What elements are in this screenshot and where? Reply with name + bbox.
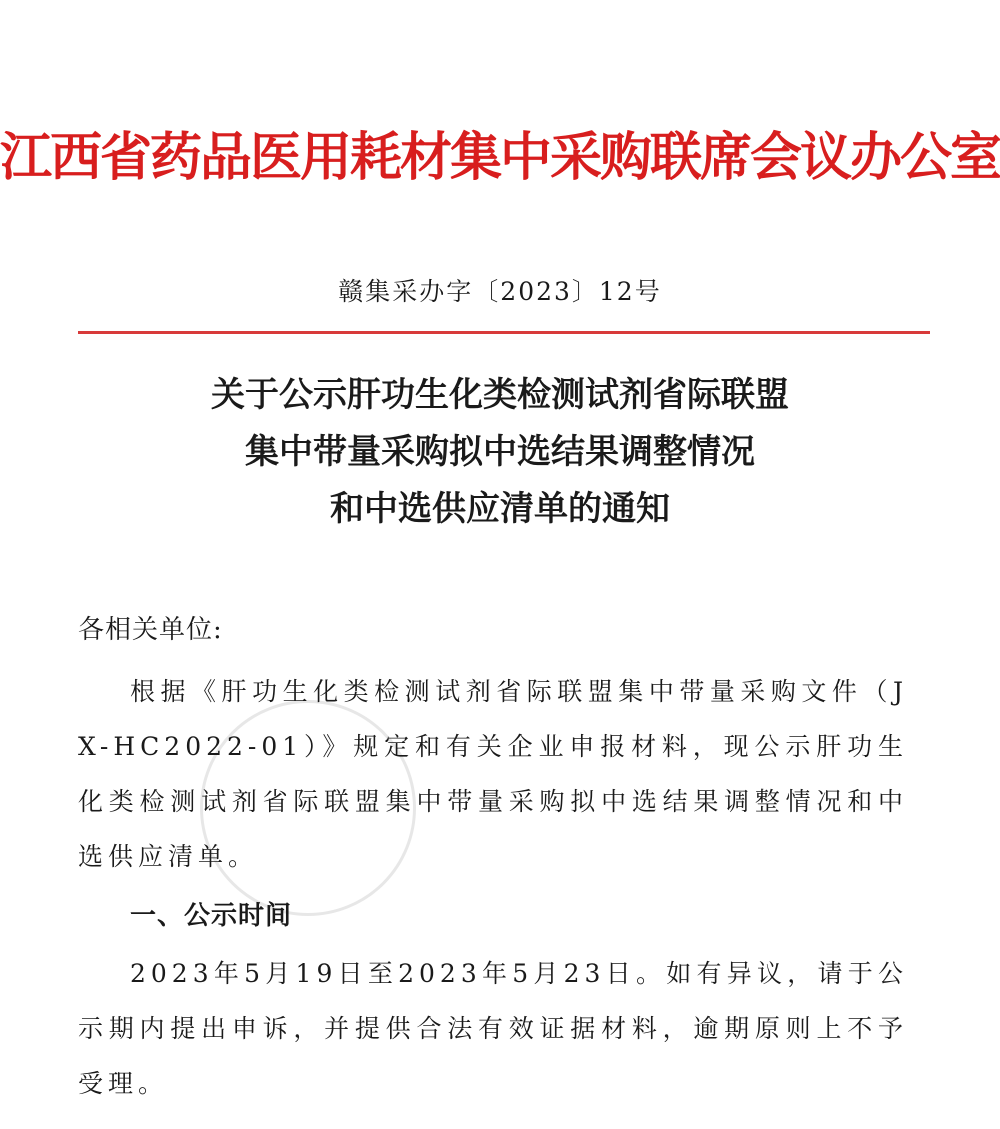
red-divider-line: [78, 331, 930, 334]
issuer-name: 江西省药品医用耗材集中采购联席会议办公室: [0, 127, 1000, 188]
document-title: [0, 367, 1000, 538]
salutation: 各相关单位:: [78, 615, 223, 645]
body-paragraph-1: 根据《肝功生化类检测试剂省际联盟集中带量采购文件（JX-HC2022-01）》规定和有关企业申报材料，现公示肝功生化类检测试剂省际联盟集中带量采购拟中选结果调整情况和中选供应清单。: [78, 677, 908, 871]
document-number: 赣集采办字〔2023〕12号: [338, 277, 662, 306]
section-heading-1: 一、公示时间: [130, 901, 293, 931]
body-paragraph-2: 2023年5月19日至2023年5月23日。如有异议，请于公示期内提出申诉，并提供合法有效证据材料，逾期原则上不予受理。: [78, 959, 908, 1098]
title-line-2: 集中带量采购拟中选结果调整情况: [245, 432, 755, 472]
title-line-3: 和中选供应清单的通知: [330, 489, 670, 529]
title-line-1: 关于公示肝功生化类检测试剂省际联盟: [211, 375, 789, 415]
